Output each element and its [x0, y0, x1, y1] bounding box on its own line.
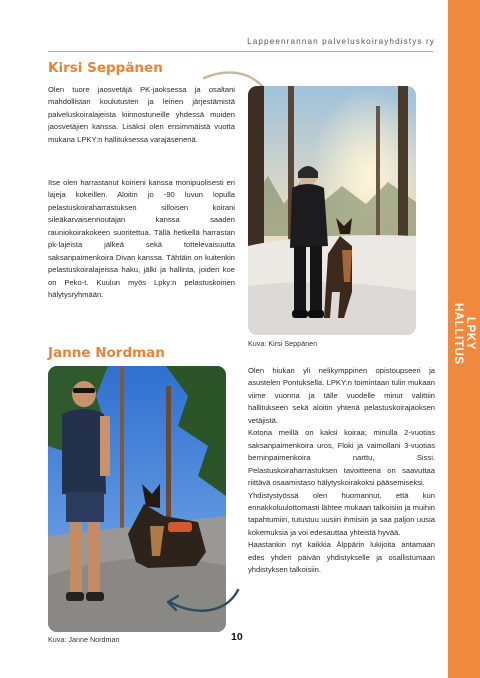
photo-caption-kirsi: Kuva: Kirsi Seppänen: [248, 339, 318, 348]
janne-paragraph-2: Kotona meillä on kaksi koiraa; minulla 2-vuotias saksanpaimenkoira uros, Floki ja vaimollani 3-vuotias berninpaimenkoira narttu, Sissi. Pelastuskoiraharrastuksen tavoitteena on saavuttaa riittävä osaamistaso hälytyskoirakoksi pääsemiseksi.: [248, 428, 435, 488]
kirsi-paragraph-2: Itse olen harrastanut koirieni kanssa monipuolisesti eri lajeja kokeillen. Aloitin jo -90 luvun lopulla pelastuskoiraharrastuksen silloisen koirani sileäkarvaisennoutajan kanssa saaden rauniokoirakokeen suoritettua. Tällä hetkellä harrastan pk-lajeista jälkeä sekä tottelevaisuutta saksanpaimenkoira Divan kanssa. Tähtäin on kuitenkin pelastuskoiralajeissa haku, jälki ja hallinta, joiden koe on Peko-t. Kuulun myös Lpky:n pelastuskoirien hälytysryhmään.: [48, 178, 235, 300]
curved-arrow-icon: [160, 580, 244, 626]
janne-paragraph-3: Yhdistystyössä olen huomannut, että kun ennakkoluulottomasti lähtee mukaan talkoisiin ja muihin tapahtumiin, tutustuu uusiin ihmisiin ja saa paljon uusia kokemuksia ja voi edesauttaa yhteistä hyvää.: [248, 490, 435, 537]
janne-paragraphs: [248, 365, 435, 577]
section-title-kirsi: Kirsi Seppänen: [48, 60, 163, 76]
page-number: 10: [231, 631, 243, 643]
janne-paragraph-4: Haastankin nyt kaikkia Älppärin lukijoita antamaan edes yhden päivän yhdistykselle ja osallistumaan yhdistyksen talkoisiin.: [248, 540, 435, 575]
photo-kirsi-with-dog: [248, 86, 416, 335]
janne-paragraph-1: Olen hiukan yli nelikymppinen opistoupseeri ja asustelen Pontuksella. LPKY:n toimintaan tulin mukaan viime vuonna ja tälle vuodelle minut valittiin hallitukseen sekä aloitin yhtenä pelastuskoirajaoksen vetäjistä.: [248, 366, 435, 425]
section-title-janne: Janne Nordman: [48, 345, 165, 361]
side-tab-label: LPKY HALLITUS: [452, 303, 476, 365]
header-divider: [48, 51, 433, 52]
photo-caption-janne: Kuva: Janne Nordman: [48, 635, 120, 644]
organization-name: Lappeenrannan palveluskoirayhdistys ry: [247, 37, 435, 46]
kirsi-paragraph-1: Olen tuore jaosvetäjä PK-jaoksessa ja osaltani mahdollistan koulutusten ja leirien järjestämistä palveluskoiralajeista kiinnostuneille yhdessä muiden jaosvetäjien kanssa. Lisäksi olen ensimmäistä vuotta mukana LPKY:n hallituksessa varajäsenenä.: [48, 85, 235, 144]
